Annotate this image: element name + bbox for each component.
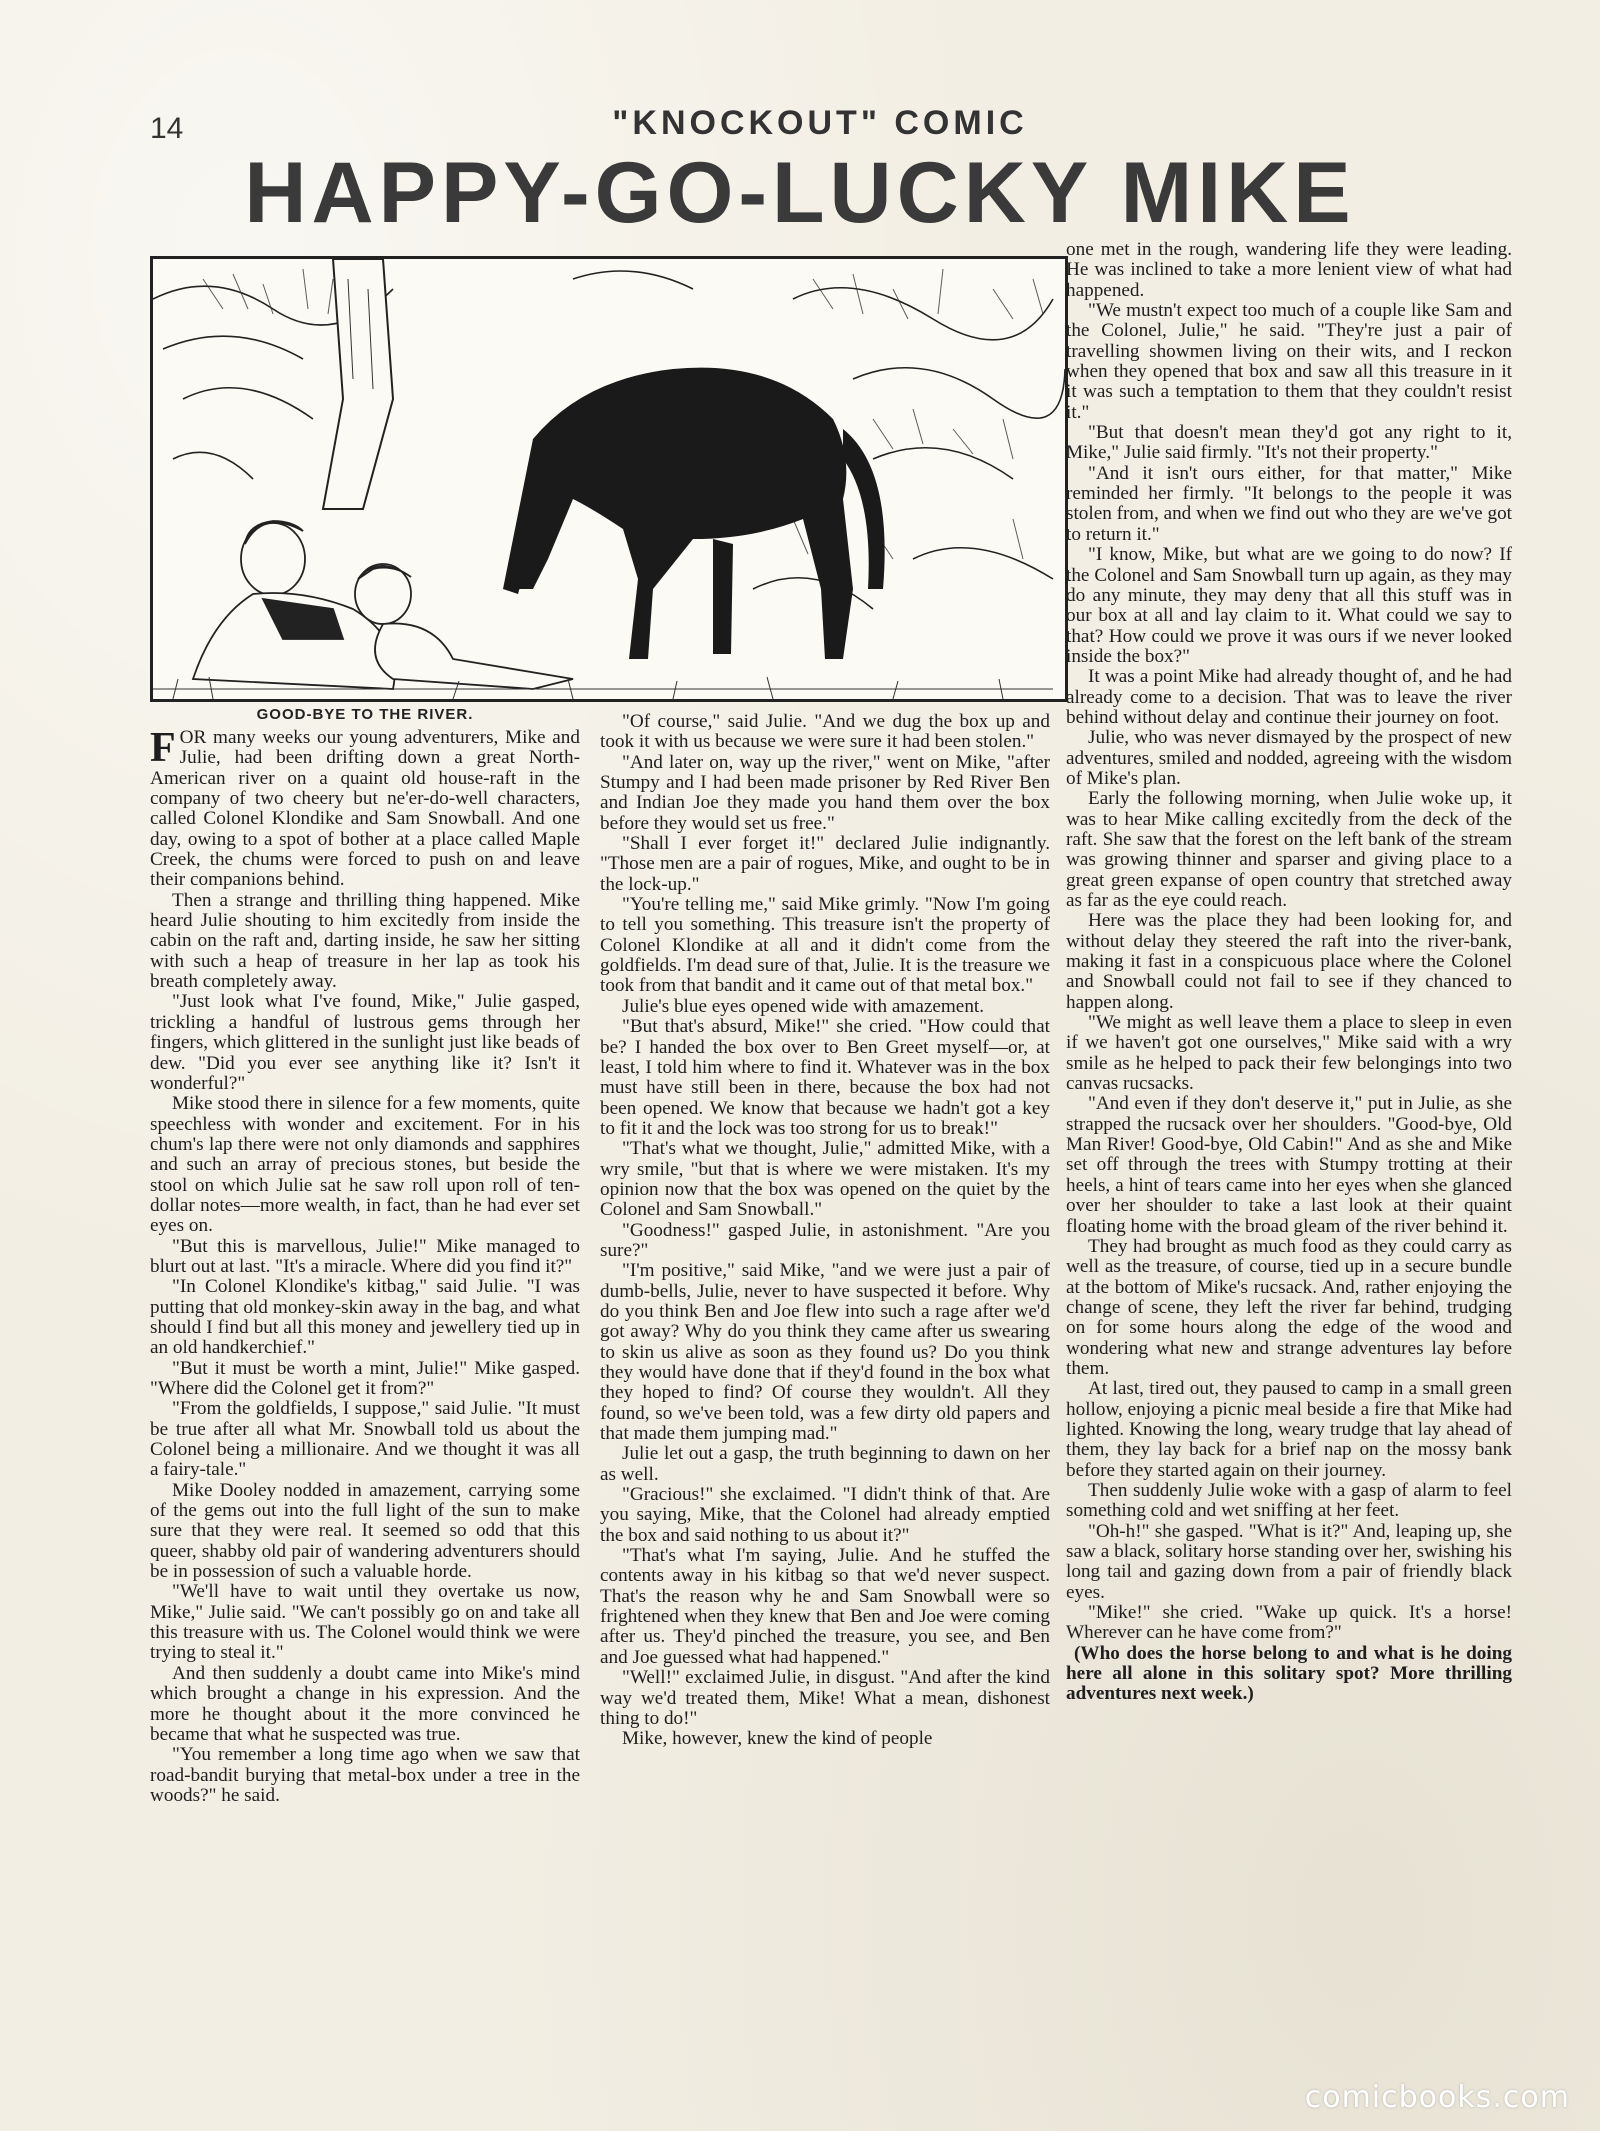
next-week-teaser: (Who does the horse belong to and what is he doing here all alone in this solitary spot? More thrilling adventures next week.) <box>1066 1642 1512 1705</box>
story-illustration <box>150 256 1068 702</box>
story-column-3 <box>1066 240 1512 1960</box>
drop-cap: F <box>150 728 176 771</box>
paragraph: "That's what we thought, Julie," admitted Mike, with a wry smile, "but that is where we were mistaken. It's my opinion now that the box was opened on the quiet by the Colonel and Sam Snowball." <box>600 1138 1050 1221</box>
paragraph: Then a strange and thrilling thing happened. Mike heard Julie shouting to him excitedly from inside the cabin on the raft and, darting inside, he saw her sitting with such a heap of treasure in her lap as took his breath completely away. <box>150 889 580 993</box>
paragraph: Mike Dooley nodded in amazement, carrying some of the gems out into the full light of the sun to make sure that they were real. It seemed so odd that this queer, shabby old pair of wandering adventurers should be in possession of such a valuable horde. <box>150 1479 580 1583</box>
paragraph: "That's what I'm saying, Julie. And he stuffed the contents away in his kitbag so that we'd never suspect. That's the reason why he and Sam Snowball were so frightened when they knew that Ben and Joe were coming after us. They'd pinched the treasure, you see, and Ben and Joe guessed what had happened." <box>600 1545 1050 1668</box>
paragraph: "And it isn't ours either, for that matter," Mike reminded her firmly. "It belongs to the people it was stolen from, and when we find out who they are we've got to return it." <box>1066 462 1512 545</box>
paragraph: "I'm positive," said Mike, "and we were just a pair of dumb-bells, Julie, never to have suspected it before. Why do you think Ben and Joe flew into such a rage after we'd got away? Why do you think they came after us swearing to skin us alive as soon as they found us? Do you think they would have done that if they'd found in the box what they hoped to find? Of course they wouldn't. All they found, so we've been told, was a few dirty old papers and that made them jumping mad." <box>600 1260 1050 1445</box>
tree-trunk <box>323 259 393 509</box>
paragraph: "And even if they don't deserve it," put in Julie, as she strapped the rucsack over her shoulders. "Good-bye, Old Man River! Good-bye, Old Cabin!" And as she and Mike set off through the trees with Stumpy trotting at their heels, a hint of tears came into her eyes when she glanced over her shoulder to take a last look at their quaint floating home with the broad gleam of the river behind it. <box>1066 1093 1512 1237</box>
page-number: 14 <box>150 112 184 145</box>
paragraph: "I know, Mike, but what are we going to do now? If the Colonel and Sam Snowball turn up again, as they may do any minute, they may deny that all this stuff was in our box at all and lay claim to it. What could we say to that? How could we prove it was ours if we never looked inside the box?" <box>1066 544 1512 667</box>
paragraph: "Shall I ever forget it!" declared Julie indignantly. "Those men are a pair of rogues, Mike, and ought to be in the lock-up." <box>600 833 1050 895</box>
paragraph: Julie, who was never dismayed by the prospect of new adventures, smiled and nodded, agreeing with the wisdom of Mike's plan. <box>1066 727 1512 789</box>
paragraph: Julie's blue eyes opened wide with amazement. <box>622 995 985 1017</box>
paragraph: Early the following morning, when Julie woke up, it was to hear Mike calling excitedly from the deck of the raft. She saw that the forest on the left bank of the stream was growing thinner and sparser and giving place to a great green expanse of open country that stretched away as far as the eye could reach. <box>1066 788 1512 911</box>
paragraph: And then suddenly a doubt came into Mike's mind which brought a change in his expression. And the more he thought about it the more convinced he became that what he suspected was true. <box>150 1662 580 1745</box>
paragraph: "But this is marvellous, Julie!" Mike managed to blurt out at last. "It's a miracle. Where did you find it?" <box>150 1235 580 1277</box>
paragraph: Mike, however, knew the kind of people <box>622 1728 933 1750</box>
paragraph: "And later on, way up the river," went on Mike, "after Stumpy and I had been made prisoner by Red River Ben and Indian Joe they made you hand them over the box before they would set us free." <box>600 751 1050 834</box>
paragraph: FOR many weeks our young adventurers, Mike and Julie, had been drifting down a great North-American river on a quaint old house-raft in the company of two cheery but ne'er-do-well characters, called Colonel Klondike and Sam Snowball. And one day, owing to a spot of bother at a place called Maple Creek, the chums were forced to push on and leave their companions behind. <box>150 728 580 891</box>
paragraph: "Gracious!" she exclaimed. "I didn't think of that. Are you saying, Mike, that the Colonel had already emptied the box and said nothing to us about it?" <box>600 1484 1050 1546</box>
illustration-caption: GOOD-BYE TO THE RIVER. <box>256 706 474 723</box>
paragraph: "But that's absurd, Mike!" she cried. "How could that be? I handed the box over to Ben Greet myself—or, at least, I told him where to find it. Whatever was in the box must have still been in there, because the box had not been opened. We know that because we hadn't got a key to fit it and the lock was too strong for us to break!" <box>600 1016 1050 1139</box>
paragraph: They had brought as much food as they could carry as well as the treasure, of course, tied up in a secure bundle at the bottom of Mike's rucsack. And, rather enjoying the change of scene, they left the river far behind, trudging on for some hours along the edge of the wood and wondering what new and strange adventures lay before them. <box>1066 1235 1512 1379</box>
source-watermark: comicbooks.com <box>1304 2080 1570 2115</box>
paragraph: "Well!" exclaimed Julie, in disgust. "And after the kind way we'd treated them, Mike! What a mean, dishonest thing to do!" <box>600 1667 1050 1729</box>
paragraph: It was a point Mike had already thought of, and he had already come to a decision. That was to leave the river behind without delay and continue their journey on foot. <box>1066 666 1512 728</box>
paragraph: "Oh-h!" she gasped. "What is it?" And, leaping up, she saw a black, solitary horse standing over her, swishing his long tail and gazing down from a pair of friendly black eyes. <box>1066 1520 1512 1603</box>
paragraph: "But it must be worth a mint, Julie!" Mike gasped. "Where did the Colonel get it from?" <box>150 1357 580 1399</box>
paragraph: Julie let out a gasp, the truth beginning to dawn on her as well. <box>600 1443 1050 1485</box>
magazine-header: "KNOCKOUT" COMIC <box>612 104 1028 142</box>
paragraph: Then suddenly Julie woke with a gasp of alarm to feel something cold and wet sniffing at her feet. <box>1066 1479 1512 1522</box>
story-title: HAPPY-GO-LUCKY MIKE <box>244 145 1356 241</box>
paragraph: one met in the rough, wandering life they were leading. He was inclined to take a more lenient view of what had happened. <box>1066 240 1512 301</box>
paragraph: "Just look what I've found, Mike," Julie gasped, trickling a handful of lustrous gems through her fingers, which glittered in the sunlight just like beads of dew. "Did you ever see anything like it? Isn't it wonderful?" <box>150 991 580 1094</box>
paragraph: "We might as well leave them a place to sleep in even if we haven't got one ourselves," Mike said with a wry smile as he helped to pack their few belongings into two canvas rucsacks. <box>1066 1012 1512 1095</box>
paragraph: "But that doesn't mean they'd got any right to it, Mike," Julie said firmly. "It's not their property." <box>1066 422 1512 464</box>
paragraph: At last, tired out, they paused to camp in a small green hollow, enjoying a picnic meal beside a fire that Mike had lighted. Knowing the long, weary trudge that lay ahead of them, they lay back for a brief nap on the mossy bank before they started again on their journey. <box>1066 1378 1512 1481</box>
paragraph: "Of course," said Julie. "And we dug the box up and took it with us because we were sure it had been stolen." <box>600 712 1050 753</box>
paragraph: Mike stood there in silence for a few moments, quite speechless with wonder and excitement. For in his chum's lap there were not only diamonds and sapphires and such an array of precious stones, but beside the stool on which Julie sat he saw roll upon roll of ten-dollar notes—more wealth, in fact, than he had ever set eyes on. <box>150 1093 580 1237</box>
paragraph: "We'll have to wait until they overtake us now, Mike," Julie said. "We can't possibly go on and take all this treasure with us. The Colonel would think we were trying to steal it." <box>150 1581 580 1664</box>
paragraph: "You remember a long time ago when we saw that road-bandit burying that metal-box under a tree in the woods?" he said. <box>150 1744 580 1806</box>
paragraph: "Mike!" she cried. "Wake up quick. It's a horse! Wherever can he have come from?" <box>1066 1602 1512 1644</box>
paragraph: "In Colonel Klondike's kitbag," said Julie. "I was putting that old monkey-skin away in the bag, and what should I find but all this money and jewellery tied up in an old handkerchief." <box>150 1276 580 1359</box>
paragraph: "Goodness!" gasped Julie, in astonishment. "Are you sure?" <box>600 1219 1050 1261</box>
paragraph: "We mustn't expect too much of a couple like Sam and the Colonel, Julie," he said. "They're just a pair of travelling showmen living on their wits, and I reckon when they opened that box and saw all this treasure in it it was such a temptation to them that they couldn't resist it." <box>1066 300 1512 423</box>
story-column-1 <box>150 728 580 1998</box>
paragraph: Here was the place they had been looking for, and without delay they steered the raft into the river-bank, making it fast in a conspicuous place where the Colonel and Snowball could not fail to see if they chanced to happen along. <box>1066 910 1512 1013</box>
horse-drawing <box>503 368 885 659</box>
story-column-2 <box>600 712 1050 2002</box>
paragraph: "You're telling me," said Mike grimly. "Now I'm going to tell you something. This treasure isn't the property of Colonel Klondike at all and it didn't come from the goldfields. I'm dead sure of that, Julie. It is the treasure we took from that bandit and it came out of that metal box." <box>600 894 1050 997</box>
paragraph: "From the goldfields, I suppose," said Julie. "It must be true after all what Mr. Snowball told us about the Colonel being a millionaire. And we thought it was all a fairy-tale." <box>150 1398 580 1481</box>
